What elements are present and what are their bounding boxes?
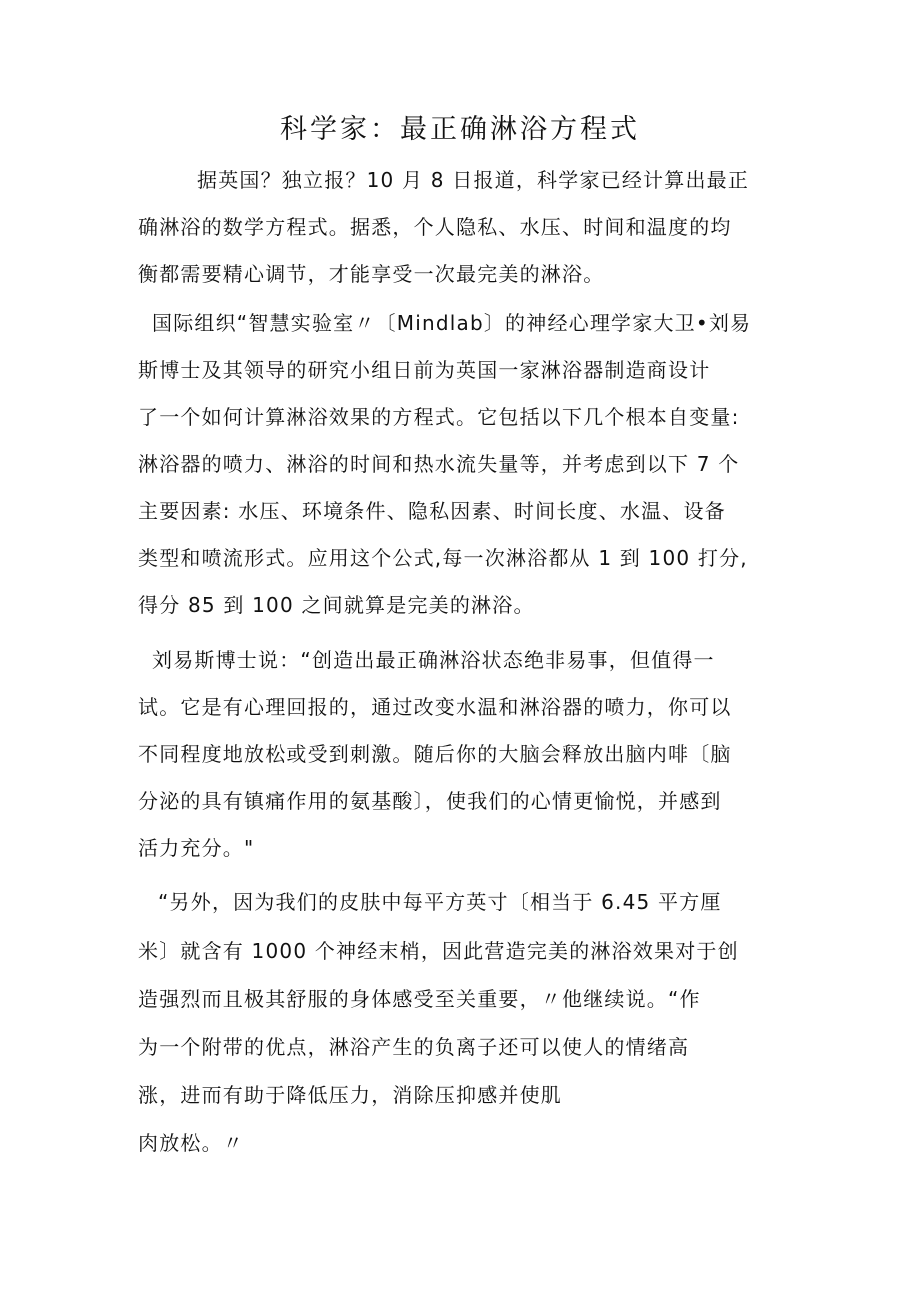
text-line: 主要因素: 水压、环境条件、隐私因素、时间长度、水温、设备 <box>138 499 726 523</box>
text-line: 分泌的具有镇痛作用的氨基酸〕，使我们的心情更愉悦，并感到 <box>138 789 722 813</box>
text-line: 造强烈而且极其舒服的身体感受至关重要，〃他继续说。“作 <box>138 987 701 1011</box>
text-line: 刘易斯博士说：“创造出最正确淋浴状态绝非易事，但值得一 <box>152 648 715 672</box>
text-line: 确淋浴的数学方程式。据悉，个人隐私、水压、时间和温度的均 <box>138 215 732 239</box>
article-title: 科学家：最正确淋浴方程式 <box>280 114 640 145</box>
text-line: 国际组织“智慧实验室〃〔Mindlab〕的神经心理学家大卫•刘易 <box>152 311 752 335</box>
text-line: 不同程度地放松或受到刺激。随后你的大脑会释放出脑内啡〔脑 <box>138 742 732 766</box>
text-line: 衡都需要精心调节，才能享受一次最完美的淋浴。 <box>138 262 605 286</box>
text-line: 了一个如何计算淋浴效果的方程式。它包括以下几个根本自变量: <box>138 405 740 429</box>
text-line: 斯博士及其领导的研究小组日前为英国一家淋浴器制造商设计 <box>138 358 711 382</box>
text-line: 类型和喷流形式。应用这个公式,每一次淋浴都从 1 到 100 打分, <box>138 546 748 570</box>
text-line: 活力充分。" <box>138 836 255 860</box>
text-line: 米〕就含有 1000 个神经末梢，因此营造完美的淋浴效果对于创 <box>138 939 739 963</box>
text-line: 肉放松。〃 <box>138 1131 244 1155</box>
text-line: 据英国？独立报？10 月 8 日报道，科学家已经计算出最正 <box>197 168 750 192</box>
text-line: “另外，因为我们的皮肤中每平方英寸〔相当于 6.45 平方厘 <box>158 890 722 914</box>
text-line: 试。它是有心理回报的，通过改变水温和淋浴器的喷力，你可以 <box>138 695 732 719</box>
text-line: 得分 85 到 100 之间就算是完美的淋浴。 <box>138 593 535 617</box>
text-line: 淋浴器的喷力、淋浴的时间和热水流失量等，并考虑到以下 7 个 <box>138 452 740 476</box>
text-line: 为一个附带的优点，淋浴产生的负离子还可以使人的情绪高 <box>138 1035 690 1059</box>
text-line: 涨，进而有助于降低压力，消除压抑感并使肌 <box>138 1083 562 1107</box>
